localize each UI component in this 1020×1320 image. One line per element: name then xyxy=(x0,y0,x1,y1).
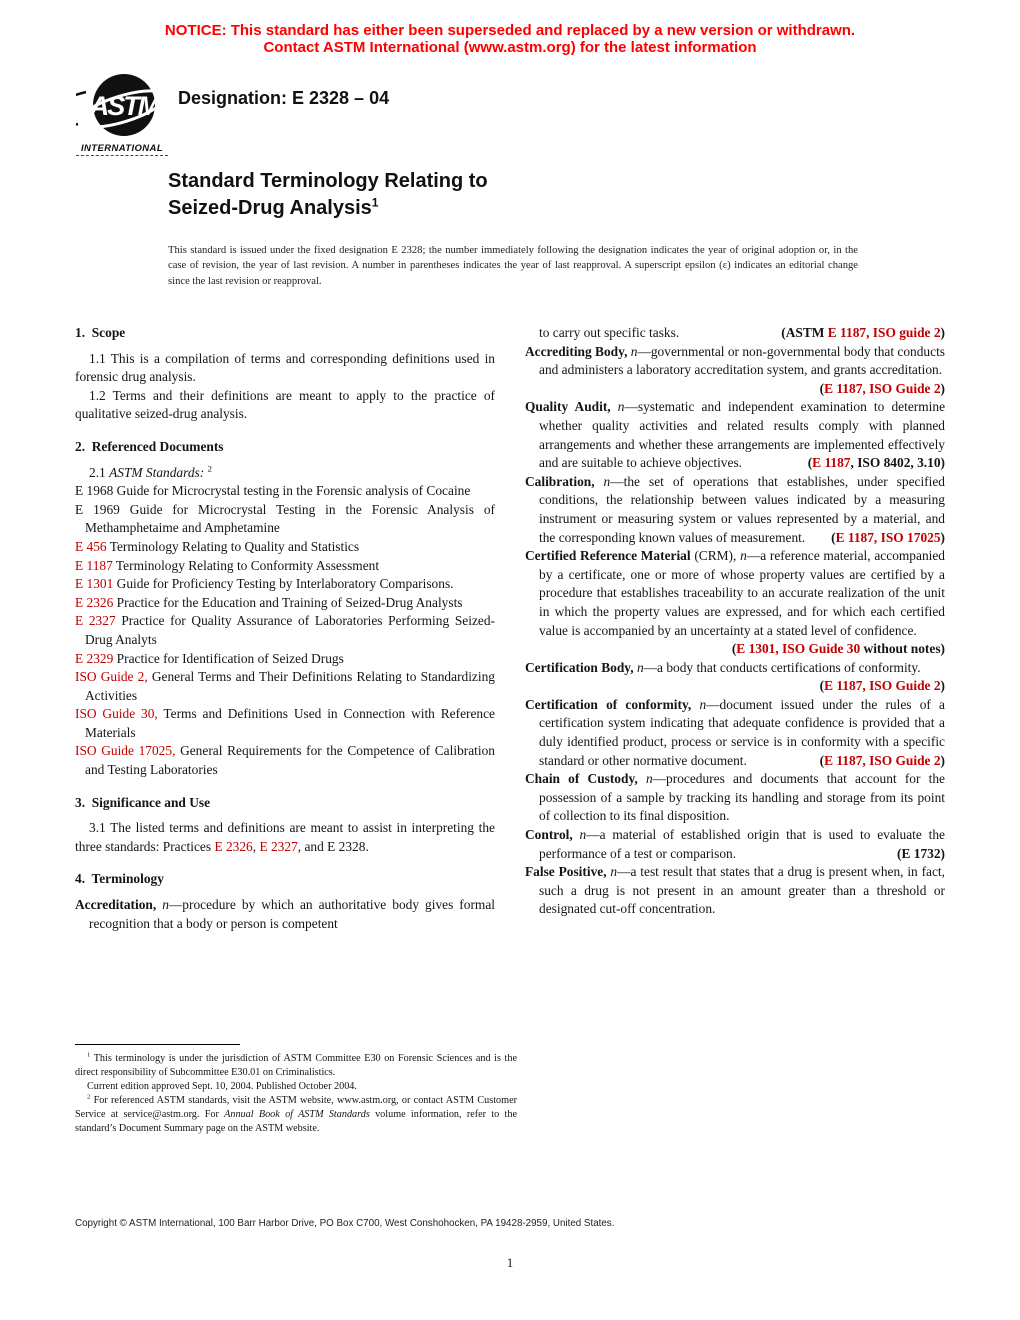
reference-citation xyxy=(819,677,945,696)
text-run: Control, xyxy=(525,827,573,843)
paragraph xyxy=(75,387,495,424)
text-run: 1.1 This is a compilation of terms and corresponding definitions used in forensic drug analysis. xyxy=(75,350,495,385)
reference-list-item xyxy=(75,594,495,613)
text-run: Practice for the Education and Training of Seized-Drug Analysts xyxy=(113,594,463,610)
text-run: 3.1 The listed terms and definitions are meant to assist in interpreting the three standards: Practices xyxy=(75,820,495,854)
reference-list-item xyxy=(75,742,495,779)
copyright-line: Copyright © ASTM International, 100 Barr Harbor Drive, PO Box C700, West Conshohocken, PA 19428-2959, United States. xyxy=(75,1218,615,1229)
text-run: , ISO 8402, 3.10) xyxy=(850,455,945,471)
text-run: ( xyxy=(819,380,825,396)
text-run: ) xyxy=(940,325,945,340)
text-run: —the set of operations that establishes, under specified conditions, the relationship between values indicated by a measuring instrument or measuring system or values represented by a material, and the corresponding known values of measurement. xyxy=(539,473,945,545)
section-heading xyxy=(75,324,495,343)
designation: Designation: E 2328 – 04 xyxy=(178,88,390,108)
astm-logo-mark xyxy=(76,72,168,140)
text-run: Terms and Definitions Used in Connection with Reference Materials xyxy=(85,706,495,740)
text-run: , and E 2328. xyxy=(297,838,369,854)
reference-list-item xyxy=(75,557,495,576)
text-run: to carry out specific tasks. xyxy=(539,325,680,340)
text-run: Terminology Relating to Conformity Assessment xyxy=(112,557,380,573)
text-run: ) xyxy=(940,529,945,545)
term-definition xyxy=(75,896,495,933)
term-definition xyxy=(525,547,945,659)
paragraph xyxy=(75,819,495,856)
text-run: 3. Significance and Use xyxy=(75,794,211,810)
text-run: n xyxy=(610,399,625,415)
text-run: n xyxy=(606,864,618,880)
text-run: 2. Referenced Documents xyxy=(75,438,224,454)
title-line-1: Standard Terminology Relating to xyxy=(168,170,488,192)
paragraph xyxy=(75,464,495,483)
text-run: ( xyxy=(819,678,825,694)
right-column xyxy=(525,324,945,919)
text-run: —systematic and independent examination to determine whether quality activities and related results comply with planned arrangements and whether these arrangements are implemented effectively and are suitable to achieve objectives. xyxy=(539,399,946,471)
term-definition xyxy=(525,770,945,826)
text-run: 1.2 Terms and their definitions are meant to apply to the practice of qualitative seized-drug analysis. xyxy=(75,387,495,422)
term-definition xyxy=(525,826,945,863)
astm-logo-international-label: INTERNATIONAL xyxy=(76,143,168,156)
text-run: Accreditation, xyxy=(75,897,157,913)
reference-citation xyxy=(771,324,945,343)
footnotes xyxy=(75,1044,517,1135)
notice-line-2: Contact ASTM International (www.astm.org) for the latest information xyxy=(263,39,757,56)
title-footnote-marker: 1 xyxy=(371,195,379,210)
text-run: ASTM Standards: xyxy=(109,464,205,480)
paragraph xyxy=(75,350,495,387)
doc-link[interactable]: ISO Guide 17025, xyxy=(75,743,176,759)
text-run: —a material of established origin that is used to evaluate the performance of a test or comparison. xyxy=(539,827,945,861)
term-definition xyxy=(525,398,945,472)
doc-link[interactable]: E 1187, ISO Guide 2 xyxy=(824,380,941,396)
text-run: volume information, refer to the standard’s Document Summary page on the ASTM website. xyxy=(75,1108,518,1134)
reference-list-item xyxy=(75,575,495,594)
doc-link[interactable]: ISO Guide 2, xyxy=(75,669,148,685)
reference-citation xyxy=(819,752,945,771)
text-run: General Requirements for the Competence of Calibration and Testing Laboratories xyxy=(85,743,495,778)
text-run: , xyxy=(252,838,260,854)
text-run: Calibration, xyxy=(525,473,595,489)
text-run: ) xyxy=(940,678,945,694)
text-run: Certified Reference Material xyxy=(525,548,691,564)
text-run: n xyxy=(637,771,653,787)
doc-link[interactable]: E 1187, ISO 17025 xyxy=(835,529,941,545)
doc-link[interactable]: E 1187, ISO guide 2 xyxy=(827,325,941,340)
text-run: Quality Audit, xyxy=(525,399,611,415)
text-run: Practice for Quality Assurance of Laboratories Performing Seized-Drug Analyts xyxy=(85,613,495,647)
doc-link[interactable]: E 456 xyxy=(75,538,107,554)
astm-logo xyxy=(76,72,168,156)
text-run: 4. Terminology xyxy=(75,871,164,887)
text-run: E 1968 Guide for Microcrystal testing in the Forensic analysis of Cocaine xyxy=(75,483,471,499)
text-run: Accrediting Body, xyxy=(525,343,628,359)
footnote-list xyxy=(75,1052,517,1135)
doc-link[interactable]: E 1187 xyxy=(812,455,851,471)
text-run: 1 xyxy=(87,1051,91,1059)
text-run: n xyxy=(594,473,611,489)
text-run: E 1969 Guide for Microcrystal Testing in the Forensic Analysis of Methamphetaime and Amphetamine xyxy=(75,501,495,536)
reference-citation xyxy=(897,845,945,864)
reference-list-item xyxy=(75,538,495,557)
text-run: n xyxy=(627,343,638,359)
doc-link[interactable]: E 1187, ISO Guide 2 xyxy=(824,752,941,768)
text-run: 2 xyxy=(87,1093,91,1101)
doc-link[interactable]: E 1301, ISO Guide 30 xyxy=(736,641,861,657)
text-run: —a reference material, accompanied by a certificate, one or more of whose property values are certified by a procedure that establishes traceability to an accurate realization of the unit in which the property values are expressed, and for which each certified value is accompanied by an uncertainty at a stated level of confidence. xyxy=(539,548,945,638)
section-heading xyxy=(75,438,495,457)
section-heading xyxy=(75,870,495,889)
doc-link[interactable]: E 2329 xyxy=(75,650,114,666)
text-run: (CRM), xyxy=(690,548,741,564)
text-run: General Terms and Their Definitions Relating to Standardizing Activities xyxy=(85,669,495,703)
reference-list-item xyxy=(75,482,495,501)
left-column xyxy=(75,324,495,933)
reference-citation xyxy=(807,454,945,473)
reference-list-item xyxy=(75,612,495,649)
text-run: n xyxy=(691,696,707,712)
term-definition xyxy=(525,659,945,696)
text-run: (ASTM xyxy=(781,325,828,340)
footnote xyxy=(75,1080,517,1094)
term-definition xyxy=(525,863,945,919)
reference-list-item xyxy=(75,501,495,538)
doc-link[interactable]: E 1187, ISO Guide 2 xyxy=(824,678,941,694)
text-run: n xyxy=(156,897,169,913)
reference-list-item xyxy=(75,705,495,742)
reference-citation xyxy=(831,529,945,548)
text-run: n xyxy=(633,659,644,675)
astm-logo-text: ASTM xyxy=(89,91,159,121)
text-run: Certification of conformity, xyxy=(525,696,692,712)
text-run: —document issued under the rules of a certification system indicating that adequate confidence is provided that a duly identified product, process or service is in conformity with a specific standard or other normative document. xyxy=(539,696,945,768)
text-run: 2 xyxy=(207,463,212,474)
text-run: ( xyxy=(831,529,836,545)
continued-paragraph xyxy=(525,324,945,343)
text-run: ( xyxy=(807,455,813,471)
doc-link[interactable]: E 2327 xyxy=(75,613,116,629)
text-run: without notes) xyxy=(860,641,945,657)
text-run: ) xyxy=(940,380,945,396)
reference-citation xyxy=(819,380,945,399)
reference-list-item xyxy=(75,650,495,669)
superseded-notice-banner xyxy=(0,22,1020,56)
reference-list-item xyxy=(75,668,495,705)
text-run: Annual Book of ASTM Standards xyxy=(224,1108,370,1120)
page-number: 1 xyxy=(506,1256,514,1270)
text-run: Chain of Custody, xyxy=(525,771,638,787)
text-run: Certification Body, xyxy=(525,659,634,675)
title-line-2: Seized-Drug Analysis$^1$ xyxy=(168,195,379,219)
issuance-preamble: This standard is issued under the fixed designation E 2328; the number immediately following the designation indicates the year of original adoption or, in the case of revision, the year of last revision. A number in parentheses indicates the year of last reapproval. A superscript epsilon (ε) indicates an editorial change since the last revision or reapproval. xyxy=(168,245,858,287)
text-run: —a test result that states that a drug is present when, in fact, such a drug is not present in an amount greater than a threshold or designated cut-off concentration. xyxy=(539,864,946,917)
term-definition xyxy=(525,343,945,399)
text-run: —governmental or non-governmental body that conducts and administers a laboratory accreditation system, and grants accreditation. xyxy=(539,343,946,378)
text-run: —procedure by which an authoritative body gives formal recognition that a body or person is competent xyxy=(89,897,495,931)
term-definition xyxy=(525,473,945,547)
text-run: For referenced ASTM standards, visit the ASTM website, www.astm.org, or contact ASTM Customer Service at service@astm.org. For xyxy=(75,1094,517,1120)
section-heading xyxy=(75,794,495,813)
text-run: n xyxy=(740,548,747,564)
text-run: This terminology is under the jurisdiction of ASTM Committee E30 on Forensic Sciences and is the direct responsibility of Subcommittee E30.01 on Criminalistics. xyxy=(75,1053,517,1078)
text-run: Current edition approved Sept. 10, 2004. Published October 2004. xyxy=(87,1080,357,1092)
doc-link[interactable]: E 2327 xyxy=(259,838,298,854)
text-run: ( xyxy=(819,752,825,768)
doc-link[interactable]: E 2326 xyxy=(75,594,114,610)
text-run: Practice for Identification of Seized Drugs xyxy=(113,650,344,666)
text-run: Guide for Proficiency Testing by Interlaboratory Comparisons. xyxy=(113,576,454,592)
text-run: ) xyxy=(940,752,945,768)
doc-link[interactable]: E 1301 xyxy=(75,576,114,592)
doc-link[interactable]: E 1187 xyxy=(75,557,113,573)
text-run: —a body that conducts certifications of conformity. xyxy=(643,659,921,675)
text-run: 1. Scope xyxy=(75,325,126,340)
text-run: Terminology Relating to Quality and Statistics xyxy=(106,538,360,554)
document-title xyxy=(168,168,488,222)
text-run: —procedures and documents that account for the possession of a sample by tracking its handling and storage from its point of collection to its final disposition. xyxy=(539,771,945,824)
footnote xyxy=(75,1094,517,1136)
footnote xyxy=(75,1052,517,1080)
text-run: False Positive, xyxy=(525,864,607,880)
notice-line-1: NOTICE: This standard has either been superseded and replaced by a new version or withdrawn. xyxy=(164,22,856,39)
footnote-separator xyxy=(75,1044,240,1045)
text-run: (E 1732) xyxy=(897,845,945,861)
term-definition xyxy=(525,696,945,770)
reference-citation xyxy=(731,640,945,659)
doc-link[interactable]: E 2326 xyxy=(214,838,253,854)
text-run: ( xyxy=(731,641,737,657)
text-run: n xyxy=(572,827,587,843)
text-run: 2.1 xyxy=(89,464,110,480)
doc-link[interactable]: ISO Guide 30, xyxy=(75,706,158,722)
